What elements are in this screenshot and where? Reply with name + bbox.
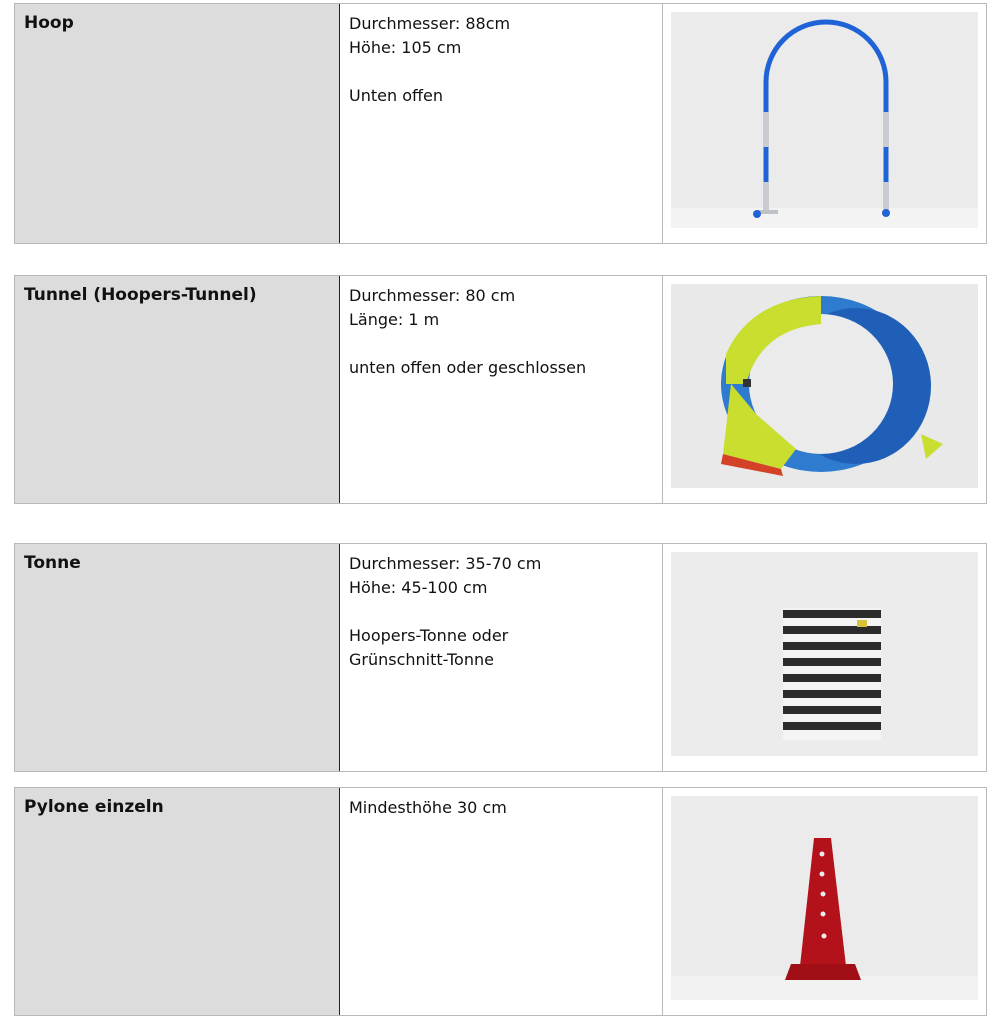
spec-note: unten offen oder geschlossen [349, 358, 587, 377]
spec-line: Höhe: 45-100 cm [349, 578, 488, 597]
equipment-image-cell [663, 276, 986, 503]
equipment-image-cell [663, 544, 986, 771]
equipment-specs-cell [340, 788, 663, 1015]
hoop-photo [671, 12, 978, 228]
cone-photo [671, 796, 978, 1000]
equipment-table-hoop [14, 3, 987, 244]
equipment-name-cell [15, 788, 340, 1015]
tunnel-photo [671, 284, 978, 488]
spec-note: Unten offen [349, 86, 443, 105]
spec-note: Hoopers-Tonne oder [349, 626, 509, 645]
equipment-specs-cell [340, 4, 663, 243]
spec-line: Höhe: 105 cm [349, 38, 462, 57]
equipment-table-barrel [14, 543, 987, 772]
spec-line: Mindesthöhe 30 cm [349, 798, 507, 817]
equipment-table-cone [14, 787, 987, 1016]
equipment-image-cell [663, 4, 986, 243]
equipment-table-tunnel [14, 275, 987, 504]
equipment-name: Pylone einzeln [24, 797, 164, 817]
spec-line: Länge: 1 m [349, 310, 440, 329]
spec-line: Durchmesser: 35-70 cm [349, 554, 542, 573]
equipment-specs-cell [340, 544, 663, 771]
spec-line: Durchmesser: 88cm [349, 14, 511, 33]
equipment-name-cell [15, 276, 340, 503]
equipment-name-cell [15, 544, 340, 771]
equipment-name-cell [15, 4, 340, 243]
spec-note: Grünschnitt-Tonne [349, 650, 494, 669]
barrel-photo [671, 552, 978, 756]
equipment-name: Tunnel (Hoopers-Tunnel) [24, 285, 257, 305]
spec-line: Durchmesser: 80 cm [349, 286, 516, 305]
equipment-name: Tonne [24, 553, 81, 573]
equipment-specs-cell [340, 276, 663, 503]
equipment-image-cell [663, 788, 986, 1015]
equipment-name: Hoop [24, 13, 74, 33]
